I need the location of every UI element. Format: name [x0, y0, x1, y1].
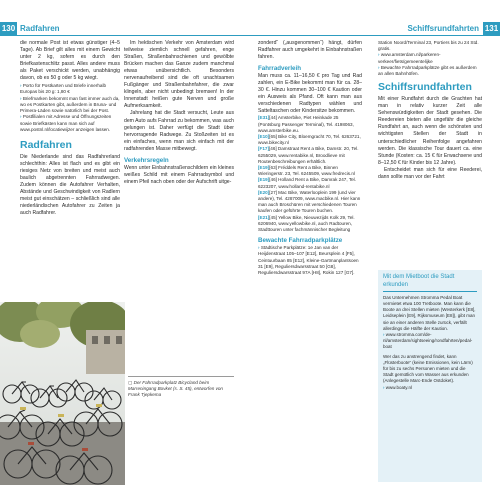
- paragraph: Station Noord/Terminal 23, Portiers bis zu 24 Std. gratis.: [378, 40, 479, 52]
- bicycle-parking-photo: [0, 302, 125, 485]
- tip-text: Bewachte Fahrradparkplätze gibt es außerdem an allen Bahnhöfen.: [378, 64, 477, 77]
- subheading: Fahrradverleih: [258, 65, 301, 73]
- page-header: [250, 22, 500, 36]
- tip-item: [20, 114, 120, 133]
- rental-item: [E10][65] Bike City, Bloemgracht 70, Tel. 6263721, www.bikecity.nl: [258, 134, 361, 146]
- paragraph: Jahrelang hat die Stadt versucht, Leute aus dem Auto aufs Fahrrad zu bekommen, was auch gelungen ist. Daher verfügt die Stadt über hervorragende Radwege. Zu Stoßzeiten ist es ein einfaches, wenn man sich einfach mit der radfahrenden Masse mitbewegt.: [124, 110, 234, 152]
- arrow-icon: ›: [20, 83, 22, 89]
- tip-text: Städtische Parkplätze: 1e Jan van der Heijdenstraat 105–107 [E12], Beursplein 4 [F5], Ceintuurbaan 85 [E12], Kleine-Gartmanplantsoen 31 [E9], Reguliersdwarsstraat 50 [G8], Reguliersdwarsstraat 97A [H8], Rokin 127 [G7].: [258, 245, 359, 276]
- right-column-2: [378, 40, 482, 181]
- running-head: Schiffsrundfahrten: [407, 24, 479, 33]
- tip-text: Briefmarken bekommt man fast immer auch da, wo es Postkarten gibt, außerdem in Bruna- und Primera-Läden sowie natürlich bei der Post.: [20, 95, 120, 114]
- rental-item: [E31][44] Amsterbike, Piet Heinkade 25 (Pontsburg Passenger Terminal), Tel. 4198063, www.amsterbike.eu.: [258, 115, 354, 133]
- subheading: Verkehrsregeln: [124, 156, 169, 164]
- paragraph: Im hektischen Verkehr von Amsterdam wird teilweise ziemlich schnell gefahren, enge Straßen, Straßenbahnschienen und gewölbte Brücken machen das Ganze zudem manchmal etwas unübersichtlich. Besonders nervenaufreibend sind die oft unachtsamen Fußgänger und Straßenbahnfahrer, die zwar klingeln, aber nicht unbedingt bremsen! In der Innenstadt heißen gute Nerven und große Aufmerksamkeit.: [124, 40, 234, 110]
- header-rule: [17, 35, 250, 36]
- page-number: 130: [0, 22, 17, 36]
- rental-item: [F17][46] Damstraat Rent a Bike, Damstr. 20, Tel. 6255029, www.rentabike.nl, Broodlieve mit Routenbeschreibungen erhältlich.: [258, 146, 359, 164]
- tip-item: [20, 83, 120, 95]
- running-head: Radfahren: [20, 24, 60, 33]
- page-header: [0, 22, 250, 36]
- tip-text: www.boaty.nl: [385, 384, 412, 390]
- rental-item: [E20][27] Mac Bike, Waterlooplein 199 (und vier andere), Tel. 4287009, www.macbike.nl. Hier kann man auch Broschüren mit verschiedenen Touren kaufen oder geführte Touren buchen.: [258, 189, 361, 214]
- arrow-icon: ›: [20, 114, 22, 120]
- arrow-icon: ›: [383, 331, 385, 337]
- camera-icon: ▢: [128, 380, 133, 385]
- left-column-2: [124, 40, 234, 186]
- section-heading: Schiffsrundfahrten: [378, 81, 472, 94]
- arrow-icon: ›: [378, 64, 380, 70]
- tip-text: www.amsterdam.nl/parkeren-verkeer/fiets/gemeentelijke: [378, 52, 441, 64]
- subheading: Bewachte Fahrradparkplätze: [258, 237, 343, 245]
- tip-item: [378, 52, 482, 64]
- arrow-icon: ›: [383, 384, 385, 390]
- rental-list: [258, 115, 362, 233]
- rental-item: [E19][63] Fréddels Rent a Bike, Binnen Wieringerstr. 23, Tel. 6245509, www.fredrecis.nl: [258, 165, 355, 177]
- rental-item: [E19][46] Holland Rent a Bike, Damrak 247, Tel. 6223207, www.holland-rentabike.nl: [258, 177, 356, 189]
- right-page: [250, 0, 500, 500]
- tip-item: [20, 96, 120, 115]
- tip-item: [258, 245, 362, 276]
- info-box: [378, 270, 482, 482]
- box-title: Mit dem Mietboot die Stadt erkunden: [383, 274, 455, 288]
- left-column-1: [20, 40, 120, 217]
- arrow-icon: ›: [378, 52, 380, 58]
- paragraph: Wenn unter Einbahnstraßenschildern ein kleines weißes Schild mit einem Fahrradsymbol und einem Pfeil nach oben oder der Aufschrift uitge-: [124, 164, 234, 185]
- box-paragraph: Das Unternehmen Stromma Pedal Boat vermietet etwa 100 Tretboote. Man kann die Boote an drei Stellen mieten (Westerkerk [E8], Leidseplein [E9], Rijksmuseum [E8]), gibt man sie an einer anderen Stelle zurück, verfällt allerdings die Hälfte der Kaution.: [383, 295, 476, 331]
- arrow-icon: ›: [258, 245, 260, 251]
- tip-text: www.stromma.com/de-nl/amsterdam/sightseeing/rondfahrten/pedal-boat: [383, 331, 473, 349]
- box-paragraph: Wer das zu anstrengend findet, kann „Flüsterboote“ (keine Emissionen, kein Lärm) für bis zu sechs Personen mieten und die Stadt gemütlich vom Wasser aus erkunden (Anlegestelle Marc-Ende Ostdoket).: [383, 354, 473, 384]
- paragraph: Man muss ca. 11–16,50 € pro Tag und Rad zahlen, ein E-Bike bekommt man für ca. 28–30 €. Hinzu kommen 30–100 € Kaution oder ein Ausweis als Pfand. Oft kann man aus verschiedenen Radtypen wählen und Satteltaschen oder Kindersitze bekommen.: [258, 73, 362, 115]
- tip-item: [378, 65, 482, 77]
- tip-text: Postfilialen mit Adresse und Öffnungszeiten sowie Briefkästen kann man sich auf www.postnl.nl/locatiewijzer anzeigen lassen.: [20, 114, 112, 132]
- right-column-1: [258, 40, 362, 276]
- caption-text: Der Fahrradparkplatz Bicycland beim Marreningang Bovket (s. S. 45), entworfen von Frank Tjepkema: [128, 380, 223, 398]
- paragraph: die normale Post ist etwas günstiger (4–5 Tage). Ab Brief gilt alles mit einem Gewicht unter 2 kg, sofern es durch den Briefkastenschlitz passt. Alles andere muss als Paket verschickt werden, unabhängig davon, ob es 50 g oder 5 kg wiegt.: [20, 40, 120, 82]
- paragraph: Die Niederlande sind das Radfahrerland schlechthin: Alles ist flach und es gibt ein riesiges Netz von breiten und meist auch baulich abgetrennten Fahrradwegen. Zudem können die Autofahrer Verhalten, Abstände und Geschwindigkeit von Radlern meist gut einschätzen – schließlich sind alle niederländischen Autofahrer zu Zeiten ja auch Radfahrer.: [20, 153, 120, 217]
- section-heading: Radfahren: [20, 138, 72, 151]
- photo-caption: [128, 376, 234, 399]
- tip-text: Porto für Postkarten und Briefe innerhalb Europas bis 20 g: 1,80 €: [20, 83, 107, 95]
- tip-item: [383, 332, 477, 350]
- page-number: 131: [483, 22, 500, 36]
- paragraph: Mit einer Rundfahrt durch die Grachten hat man in relativ kurzer Zeit alle Sehenswürdigkeiten der Stadt gesehen. Die Reedereien bieten alle ungefähr die gleiche Rundfahrt an, auch wenn die schönsten und wichtigsten Stellen der Stadt in unterschiedlicher Reihenfolge angefahren werden. Die klassische Tour dauert ca. eine Stunde (Kosten: ca. 15 € für Erwachsene und 8–12,50 € für Kinder bis 12 Jahre).: [378, 96, 482, 166]
- box-rule: [383, 291, 477, 292]
- rental-item: [E21][45] Yellow Bike, Nieuwezijds Kolk 29, Tel. 6206940, www.yellowbike.nl, auch Radtouren, Stadttouren unter fachmännischer Begleitung: [258, 214, 355, 233]
- paragraph: Entscheidet man sich für eine Reederei, dann sollte man vor der Fahrt: [378, 166, 482, 180]
- paragraph: zonderd“ („ausgenommen“) hängt, dürfen Radfahrer auch umgekehrt in Einbahnstraßen fahren.: [258, 40, 362, 61]
- arrow-icon: ›: [20, 95, 22, 101]
- tip-item: [383, 385, 477, 391]
